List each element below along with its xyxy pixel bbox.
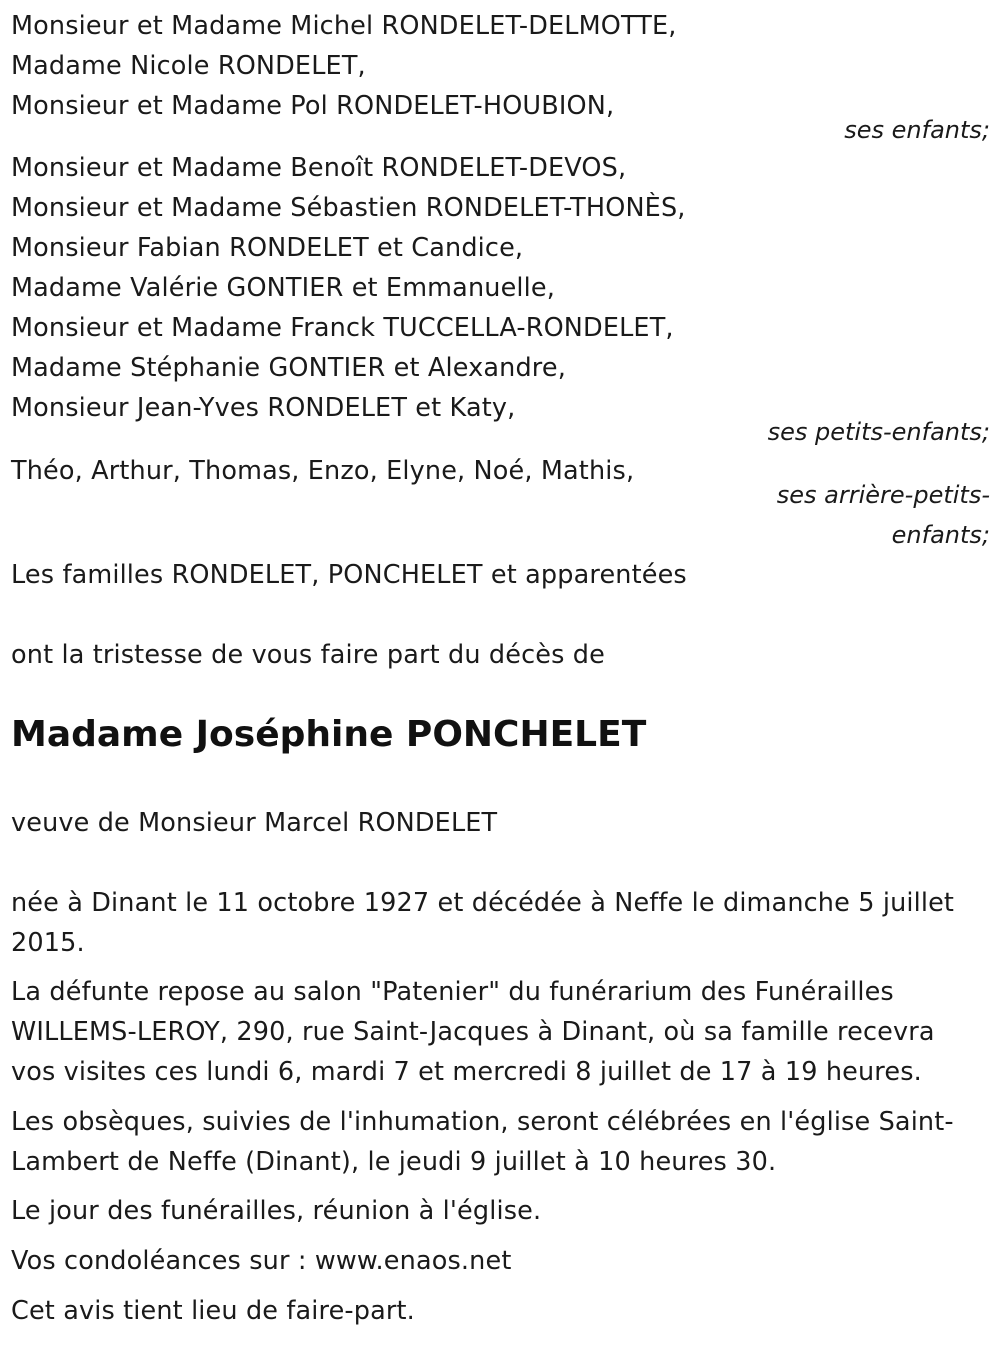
birth-death-line-2: 2015. (11, 928, 85, 958)
birth-death-line-1: née à Dinant le 11 octobre 1927 et décédée à Neffe le dimanche 5 juillet (11, 888, 955, 918)
widow-line: veuve de Monsieur Marcel RONDELET (11, 808, 498, 838)
grandchildren-line-1: Monsieur et Madame Benoît RONDELET-DEVOS, (11, 153, 627, 183)
obseques-line-1: Les obsèques, suivies de l'inhumation, seront célébrées en l'église Saint- (11, 1107, 954, 1137)
grandchildren-line-3: Monsieur Fabian RONDELET et Candice, (11, 233, 524, 263)
announcement-line: ont la tristesse de vous faire part du décès de (11, 640, 605, 670)
grandchildren-label: ses petits-enfants; (767, 418, 990, 446)
great-grandchildren-line: Théo, Arthur, Thomas, Enzo, Elyne, Noé, Mathis, (11, 456, 635, 486)
deceased-name: Madame Joséphine PONCHELET (11, 714, 647, 755)
children-line-2: Madame Nicole RONDELET, (11, 51, 366, 81)
families-line: Les familles RONDELET, PONCHELET et apparentées (11, 560, 687, 590)
grandchildren-line-7: Monsieur Jean-Yves RONDELET et Katy, (11, 393, 516, 423)
condolences-line: Vos condoléances sur : www.enaos.net (11, 1246, 512, 1276)
grandchildren-line-6: Madame Stéphanie GONTIER et Alexandre, (11, 353, 566, 383)
grandchildren-line-2: Monsieur et Madame Sébastien RONDELET-THONÈS, (11, 193, 686, 223)
children-line-1: Monsieur et Madame Michel RONDELET-DELMOTTE, (11, 11, 677, 41)
repose-line-2: WILLEMS-LEROY, 290, rue Saint-Jacques à Dinant, où sa famille recevra (11, 1017, 935, 1047)
great-grandchildren-label-1: ses arrière-petits- (776, 481, 990, 509)
reunion-line: Le jour des funérailles, réunion à l'église. (11, 1196, 542, 1226)
obseques-line-2: Lambert de Neffe (Dinant), le jeudi 9 juillet à 10 heures 30. (11, 1147, 777, 1177)
repose-line-1: La défunte repose au salon "Patenier" du funérarium des Funérailles (11, 977, 894, 1007)
grandchildren-line-5: Monsieur et Madame Franck TUCCELLA-RONDELET, (11, 313, 674, 343)
great-grandchildren-label-2: enfants; (891, 521, 990, 549)
children-label: ses enfants; (844, 116, 990, 144)
grandchildren-line-4: Madame Valérie GONTIER et Emmanuelle, (11, 273, 555, 303)
children-line-3: Monsieur et Madame Pol RONDELET-HOUBION, (11, 91, 615, 121)
faire-part-line: Cet avis tient lieu de faire-part. (11, 1296, 415, 1326)
repose-line-3: vos visites ces lundi 6, mardi 7 et mercredi 8 juillet de 17 à 19 heures. (11, 1057, 922, 1087)
